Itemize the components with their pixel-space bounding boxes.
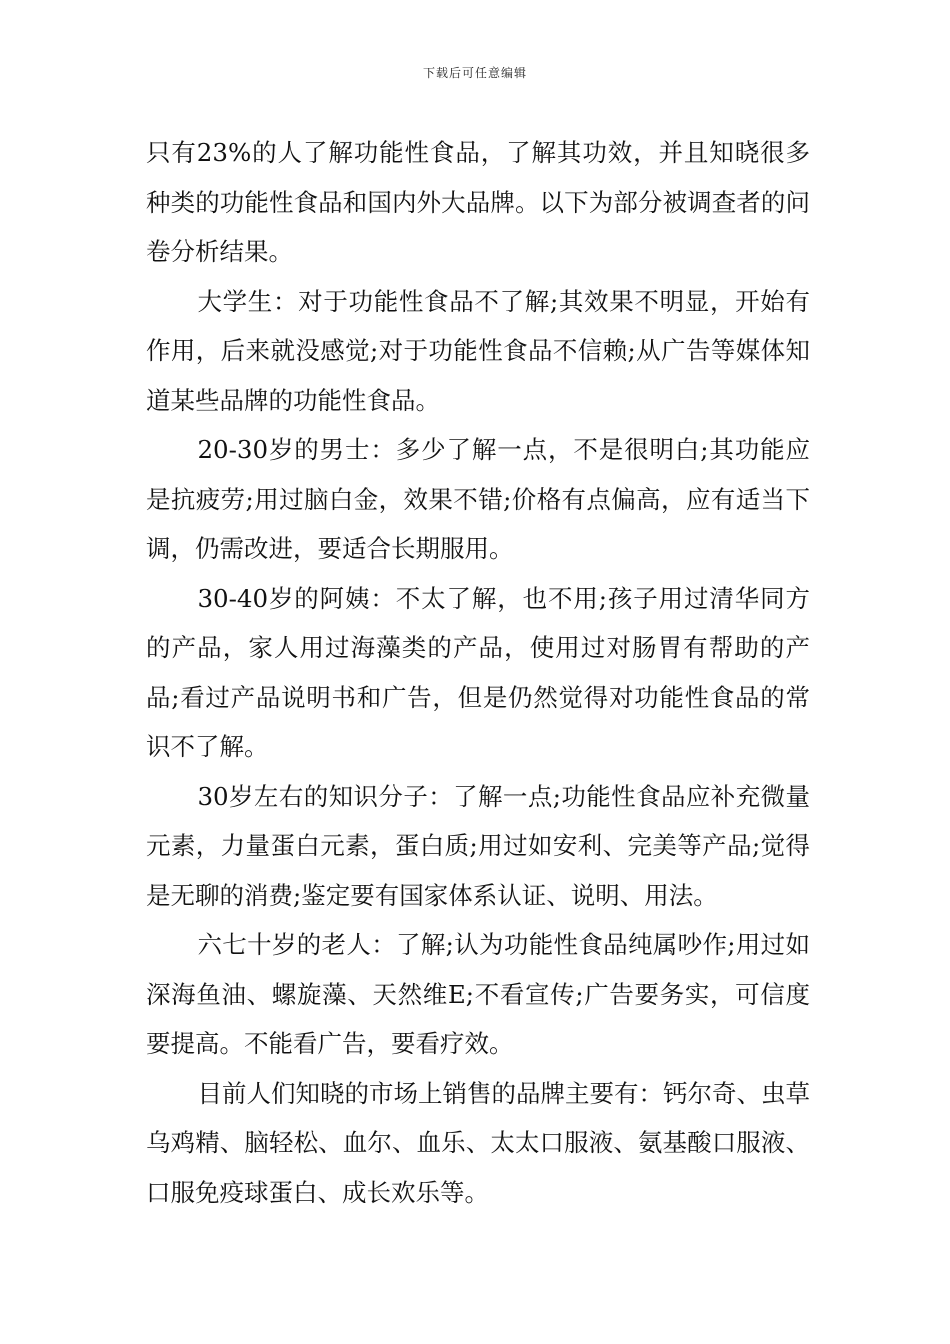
page-header: 下载后可任意编辑	[422, 66, 527, 80]
document-body	[146, 128, 810, 1217]
paragraph-known-brands: 目前人们知晓的市场上销售的品牌主要有：钙尔奇、虫草乌鸡精、脑轻松、血尔、血乐、太太口服液、氨基酸口服液、口服免疫球蛋白、成长欢乐等。	[146, 1078, 810, 1207]
paragraph-intellectuals-30: 30岁左右的知识分子：了解一点;功能性食品应补充微量元素，力量蛋白元素，蛋白质;用过如安利、完美等产品;觉得是无聊的消费;鉴定要有国家体系认证、说明、用法。	[146, 781, 810, 910]
paragraph-women-30-40: 30-40岁的阿姨：不太了解，也不用;孩子用过清华同方的产品，家人用过海藻类的产品，使用过对肠胃有帮助的产品;看过产品说明书和广告，但是仍然觉得对功能性食品的常识不了解。	[146, 583, 810, 761]
paragraph-intro: 只有23%的人了解功能性食品，了解其功效，并且知晓很多种类的功能性食品和国内外大品牌。以下为部分被调查者的问卷分析结果。	[146, 138, 810, 266]
paragraph-men-20-30: 20-30岁的男士：多少了解一点，不是很明白;其功能应是抗疲劳;用过脑白金，效果不错;价格有点偏高，应有适当下调，仍需改进，要适合长期服用。	[146, 435, 810, 563]
paragraph-elderly: 六七十岁的老人：了解;认为功能性食品纯属吵作;用过如深海鱼油、螺旋藻、天然维E;不看宣传;广告要务实，可信度要提高。不能看广告，要看疗效。	[146, 930, 810, 1058]
paragraph-college-students: 大学生：对于功能性食品不了解;其效果不明显，开始有作用，后来就没感觉;对于功能性食品不信赖;从广告等媒体知道某些品牌的功能性食品。	[146, 286, 810, 415]
